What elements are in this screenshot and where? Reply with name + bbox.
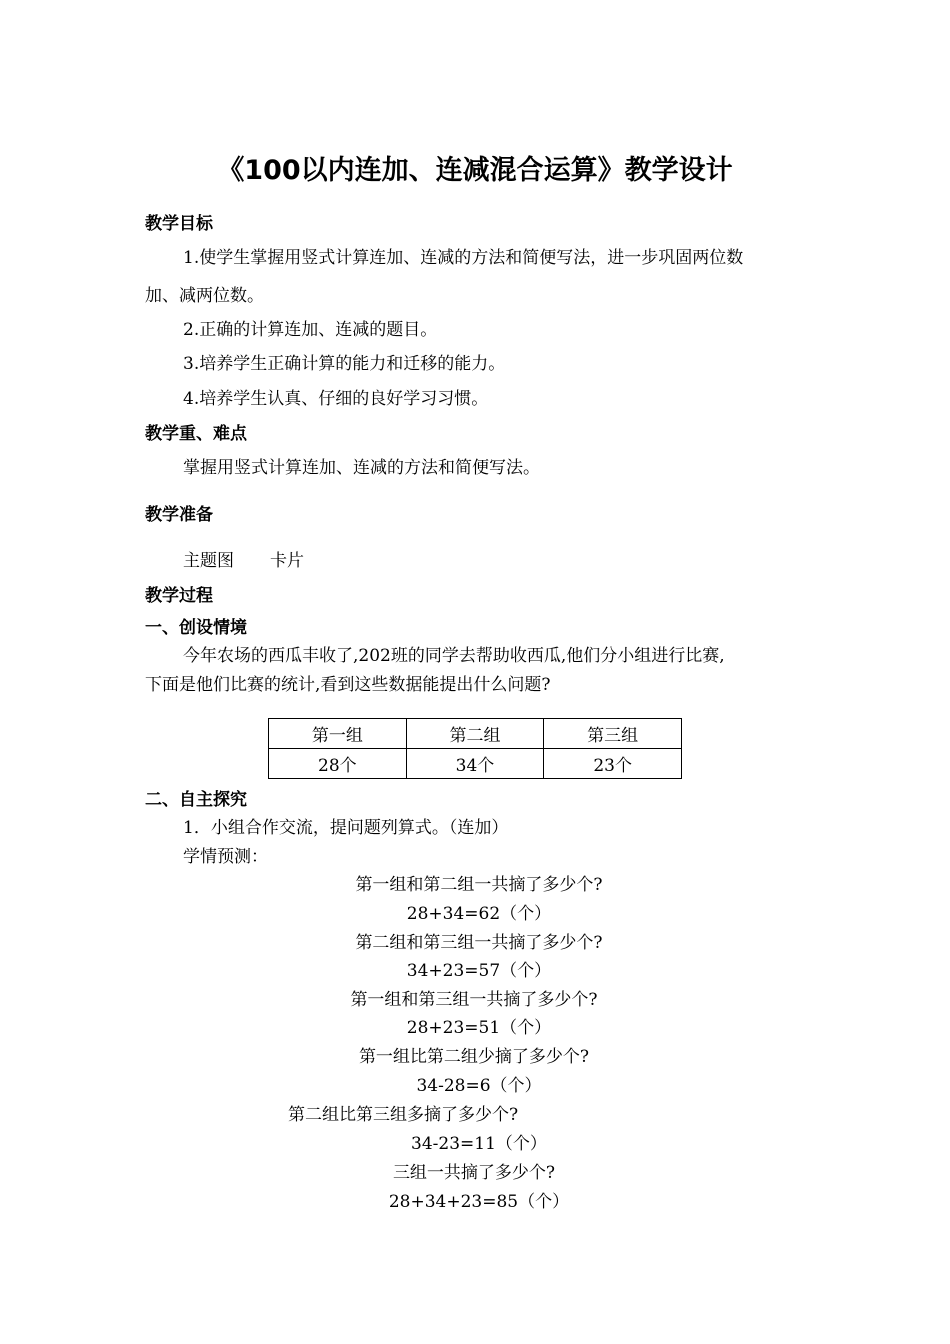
key-points-text: 掌握用竖式计算连加、连减的方法和简便写法。 xyxy=(183,458,540,478)
prediction-label: 学情预测： xyxy=(183,847,268,867)
preparation-item-theme-image: 主题图 xyxy=(183,551,234,571)
table-cell: 28个 xyxy=(269,749,407,779)
table-header-cell: 第二组 xyxy=(406,719,544,749)
question-5: 第二组比第三组多摘了多少个? xyxy=(288,1105,519,1125)
answer-5: 34-23=11（个） xyxy=(411,1134,547,1154)
section-1-heading: 一、创设情境 xyxy=(145,618,247,638)
table-header-cell: 第三组 xyxy=(544,719,682,749)
answer-4: 34-28=6（个） xyxy=(416,1076,542,1096)
question-4: 第一组比第二组少摘了多少个? xyxy=(358,1047,590,1067)
answer-6: 28+34+23=85（个） xyxy=(388,1192,570,1212)
objective-1-line-2: 加、减两位数。 xyxy=(145,286,264,306)
section-1-line-1: 今年农场的西瓜丰收了,202班的同学去帮助收西瓜,他们分小组进行比赛, xyxy=(183,646,725,666)
objective-3: 3.培养学生正确计算的能力和迁移的能力。 xyxy=(183,354,506,374)
preparation-heading: 教学准备 xyxy=(145,505,213,525)
key-points-heading: 教学重、难点 xyxy=(145,424,247,444)
question-3: 第一组和第三组一共摘了多少个? xyxy=(350,990,598,1010)
process-heading: 教学过程 xyxy=(145,586,213,606)
objectives-heading: 教学目标 xyxy=(145,214,213,234)
answer-1: 28+34=62（个） xyxy=(406,904,552,924)
table-row xyxy=(269,749,682,779)
section-2-step-1: 1．小组合作交流，提问题列算式。（连加） xyxy=(183,818,509,838)
question-6: 三组一共摘了多少个? xyxy=(392,1163,556,1183)
objective-2: 2.正确的计算连加、连减的题目。 xyxy=(183,320,438,340)
answer-3: 28+23=51（个） xyxy=(406,1018,552,1038)
answer-2: 34+23=57（个） xyxy=(406,961,552,981)
table-header-cell: 第一组 xyxy=(269,719,407,749)
objective-1-line-1: 1.使学生掌握用竖式计算连加、连减的方法和简便写法，进一步巩固两位数 xyxy=(183,248,744,268)
question-2: 第二组和第三组一共摘了多少个? xyxy=(355,933,603,953)
table-cell: 23个 xyxy=(544,749,682,779)
table-cell: 34个 xyxy=(406,749,544,779)
preparation-item-cards: 卡片 xyxy=(270,551,304,571)
section-2-heading: 二、自主探究 xyxy=(145,790,247,810)
stats-table xyxy=(268,718,682,779)
section-1-line-2: 下面是他们比赛的统计,看到这些数据能提出什么问题? xyxy=(145,675,551,695)
table-header-row xyxy=(269,719,682,749)
question-1: 第一组和第二组一共摘了多少个? xyxy=(355,875,603,895)
page-title: 《100以内连加、连减混合运算》教学设计 xyxy=(217,155,733,186)
objective-4: 4.培养学生认真、仔细的良好学习习惯。 xyxy=(183,389,489,409)
